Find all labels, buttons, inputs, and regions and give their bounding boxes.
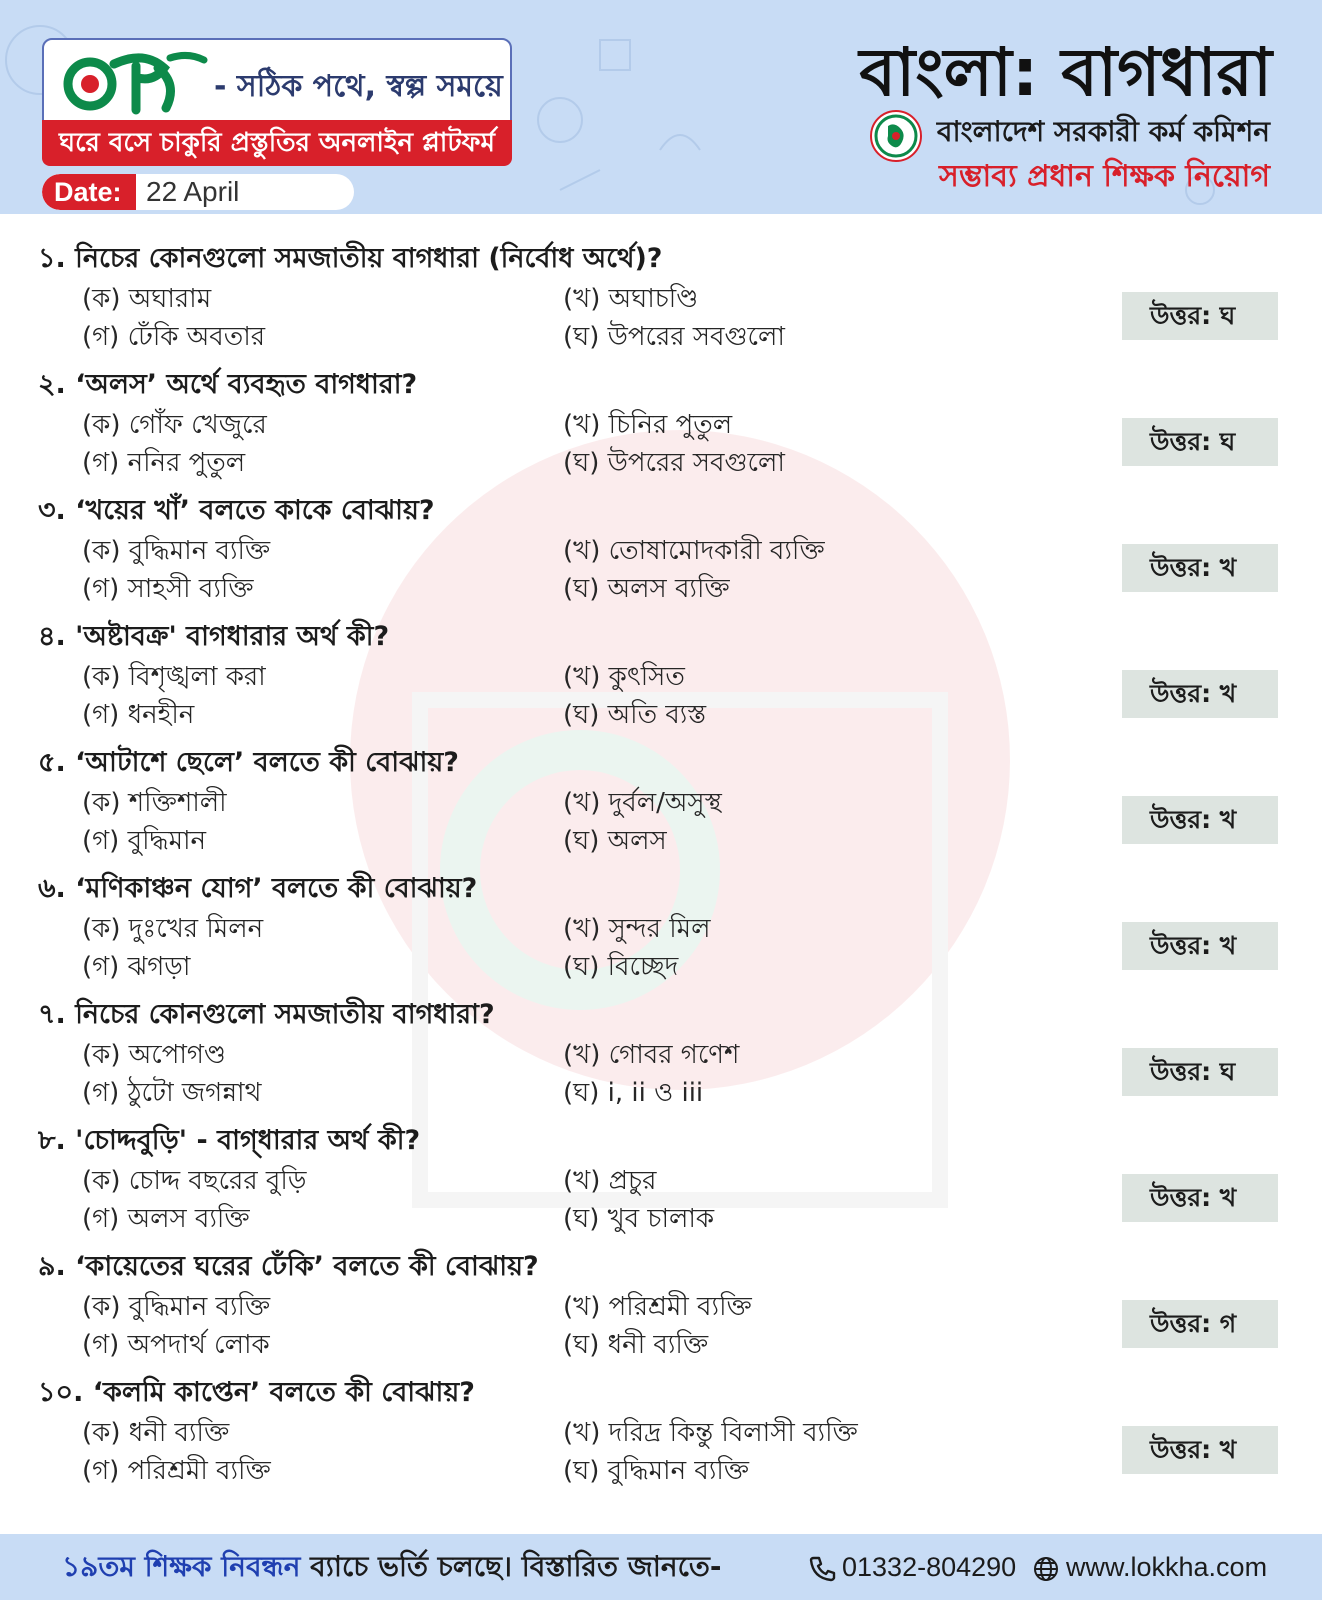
answer-badge: উত্তর: খ (1122, 796, 1278, 844)
option-gha: (ঘ) খুব চালাক (563, 1204, 715, 1234)
answer-badge: উত্তর: ঘ (1122, 1048, 1278, 1096)
option-ka: (ক) গোঁফ খেজুরে (82, 410, 267, 440)
website-url: www.lokkha.com (1066, 1552, 1268, 1582)
question-item (0, 1120, 1322, 1246)
option-kha: (খ) দুর্বল/অসুস্থ (563, 788, 722, 818)
option-gha: (ঘ) উপরের সবগুলো (563, 322, 785, 352)
question-text: ২. ‘অলস’ অর্থে ব্যবহৃত বাগধারা? (38, 369, 418, 400)
question-item (0, 742, 1322, 868)
option-ga: (গ) ধনহীন (82, 700, 195, 730)
option-ga: (গ) ঝগড়া (82, 952, 191, 982)
option-ga: (গ) ঠুটো জগন্নাথ (82, 1078, 262, 1108)
question-text: ৯. ‘কায়েতের ঘরের ঢেঁকি’ বলতে কী বোঝায়? (38, 1251, 539, 1282)
question-text: ৩. ‘খয়ের খাঁ’ বলতে কাকে বোঝায়? (38, 495, 435, 526)
question-item (0, 868, 1322, 994)
question-item (0, 1246, 1322, 1372)
option-ka: (ক) বিশৃঙ্খলা করা (82, 662, 266, 692)
question-item (0, 994, 1322, 1120)
date-value: 22 April (146, 176, 240, 207)
option-kha: (খ) সুন্দর মিল (563, 914, 711, 944)
question-item (0, 490, 1322, 616)
lokkha-logo (58, 46, 208, 116)
question-text: ৫. ‘আটাশে ছেলে’ বলতে কী বোঝায়? (38, 747, 459, 778)
question-text: ৬. ‘মণিকাঞ্চন যোগ’ বলতে কী বোঝায়? (38, 873, 478, 904)
option-ka: (ক) অপোগণ্ড (82, 1040, 226, 1070)
answer-badge: উত্তর: গ (1122, 1300, 1278, 1348)
question-text: ১০. ‘কলমি কাপ্তেন’ বলতে কী বোঝায়? (38, 1377, 475, 1408)
answer-badge: উত্তর: ঘ (1122, 418, 1278, 466)
answer-badge: উত্তর: খ (1122, 670, 1278, 718)
bangladesh-emblem-icon (870, 110, 922, 162)
date-pill (42, 174, 354, 210)
question-item (0, 1372, 1322, 1498)
question-text: ১. নিচের কোনগুলো সমজাতীয় বাগধারা (নির্বোধ অর্থে)? (38, 243, 663, 274)
option-kha: (খ) অঘাচণ্ডি (563, 284, 699, 314)
option-ka: (ক) শক্তিশালী (82, 788, 227, 818)
option-gha: (ঘ) অলস (563, 826, 667, 856)
option-kha: (খ) চিনির পুতুল (563, 410, 733, 440)
option-ka: (ক) চোদ্দ বছরের বুড়ি (82, 1166, 307, 1196)
date-label: Date: (42, 174, 136, 210)
option-ka: (ক) বুদ্ধিমান ব্যক্তি (82, 1292, 271, 1322)
option-ga: (গ) সাহসী ব্যক্তি (82, 574, 254, 604)
brand-tagline: - সঠিক পথে, স্বল্প সময়ে (214, 69, 503, 104)
header (0, 0, 1322, 214)
question-item (0, 616, 1322, 742)
phone-number: 01332-804290 (842, 1552, 1017, 1582)
option-gha: (ঘ) অলস ব্যক্তি (563, 574, 730, 604)
answer-badge: উত্তর: খ (1122, 1426, 1278, 1474)
question-item (0, 364, 1322, 490)
option-ga: (গ) ঢেঁকি অবতার (82, 322, 266, 352)
option-ga: (গ) ননির পুতুল (82, 448, 246, 478)
option-ka: (ক) ধনী ব্যক্তি (82, 1418, 230, 1448)
footer-phone[interactable] (808, 1534, 1016, 1600)
answer-badge: উত্তর: খ (1122, 1174, 1278, 1222)
option-ka: (ক) অঘারাম (82, 284, 212, 314)
question-item (0, 238, 1322, 364)
brand-subtitle-band: ঘরে বসে চাকুরি প্রস্তুতির অনলাইন প্লাটফর্ম (42, 120, 512, 166)
option-ga: (গ) বুদ্ধিমান (82, 826, 207, 856)
option-ga: (গ) অপদার্থ লোক (82, 1330, 270, 1360)
question-text: ৭. নিচের কোনগুলো সমজাতীয় বাগধারা? (38, 999, 495, 1030)
promo-highlight: ১৯তম শিক্ষক নিবন্ধন (62, 1550, 301, 1583)
answer-badge: উত্তর: ঘ (1122, 292, 1278, 340)
option-gha: (ঘ) ধনী ব্যক্তি (563, 1330, 709, 1360)
footer-website[interactable] (1032, 1534, 1267, 1600)
brand-card (42, 38, 512, 166)
option-gha: (ঘ) উপরের সবগুলো (563, 448, 785, 478)
footer-promo (62, 1534, 721, 1600)
option-ga: (গ) পরিশ্রমী ব্যক্তি (82, 1456, 271, 1486)
option-gha: (ঘ) অতি ব্যস্ত (563, 700, 707, 730)
globe-icon (1032, 1555, 1060, 1583)
option-ka: (ক) দুঃখের মিলন (82, 914, 264, 944)
answer-badge: উত্তর: খ (1122, 544, 1278, 592)
option-gha: (ঘ) বুদ্ধিমান ব্যক্তি (563, 1456, 750, 1486)
option-ga: (গ) অলস ব্যক্তি (82, 1204, 250, 1234)
footer (0, 1534, 1322, 1600)
option-kha: (খ) গোবর গণেশ (563, 1040, 740, 1070)
question-list (0, 238, 1322, 1498)
phone-icon (808, 1555, 836, 1583)
question-text: ৪. 'অষ্টাবক্র' বাগধারার অর্থ কী? (38, 621, 390, 652)
option-ka: (ক) বুদ্ধিমান ব্যক্তি (82, 536, 271, 566)
promo-text: ব্যাচে ভর্তি চলছে। বিস্তারিত জানতে- (300, 1550, 722, 1583)
exam-name: সম্ভাব্য প্রধান শিক্ষক নিয়োগ (939, 159, 1270, 194)
option-kha: (খ) তোষামোদকারী ব্যক্তি (563, 536, 825, 566)
page-title: বাংলা: বাগধারা (859, 34, 1272, 111)
option-kha: (খ) কুৎসিত (563, 662, 685, 692)
answer-badge: উত্তর: খ (1122, 922, 1278, 970)
question-text: ৮. 'চোদ্দবুড়ি' - বাগ্‌ধারার অর্থ কী? (38, 1125, 421, 1156)
option-kha: (খ) প্রচুর (563, 1166, 657, 1196)
option-kha: (খ) পরিশ্রমী ব্যক্তি (563, 1292, 752, 1322)
option-gha: (ঘ) বিচ্ছেদ (563, 952, 679, 982)
organization-name: বাংলাদেশ সরকারী কর্ম কমিশন (936, 115, 1270, 148)
option-gha: (ঘ) i, ii ও iii (563, 1078, 704, 1108)
option-kha: (খ) দরিদ্র কিন্তু বিলাসী ব্যক্তি (563, 1418, 858, 1448)
